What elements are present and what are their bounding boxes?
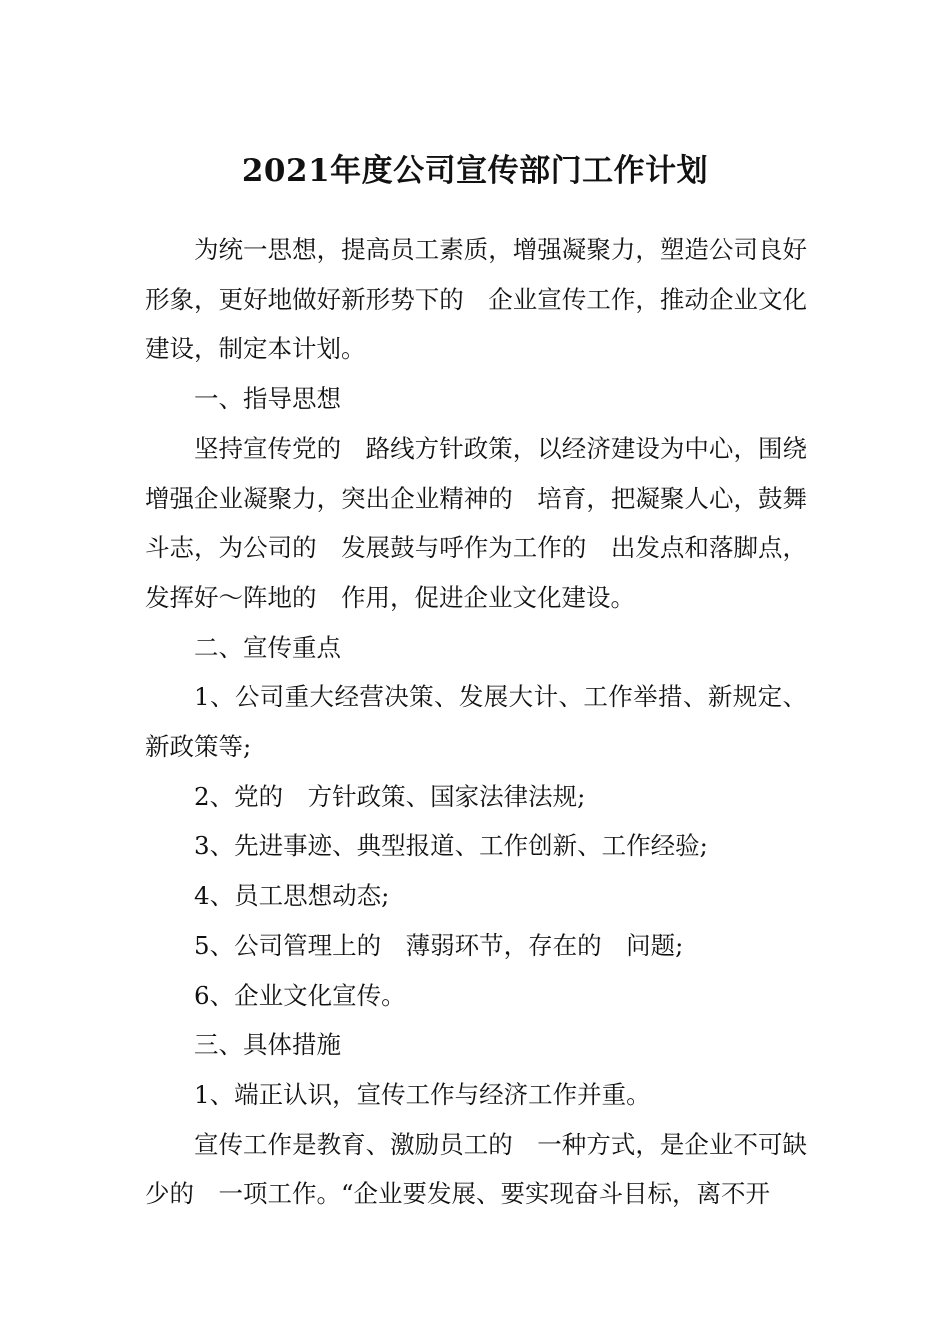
measure-item: 1、端正认识，宣传工作与经济工作并重。 <box>194 1079 651 1109</box>
section-heading-guiding-ideology: 一、指导思想 <box>194 384 341 414</box>
guiding-ideology-paragraph: 坚持宣传党的 路线方针政策，以经济建设为中心，围绕增强企业凝聚力，突出企业精神的 培育，把凝聚人心，鼓舞斗志，为公司的 发展鼓与呼作为工作的 出发点和落脚点，发挥好～阵地的 作用，促进企业文化建设。 <box>145 433 807 612</box>
key-point-item: 3、先进事迹、典型报道、工作创新、工作经验; <box>194 831 708 861</box>
document-body <box>145 225 807 1219</box>
section-heading-key-points: 二、宣传重点 <box>194 632 341 662</box>
key-point-item: 4、员工思想动态; <box>194 881 390 911</box>
section-heading-measures: 三、具体措施 <box>194 1030 341 1060</box>
page-title: 2021年度公司宣传部门工作计划 <box>241 152 709 189</box>
key-point-item: 5、公司管理上的 薄弱环节，存在的 问题; <box>194 930 684 960</box>
intro-paragraph: 为统一思想，提高员工素质，增强凝聚力，塑造公司良好形象，更好地做好新形势下的 企业宣传工作，推动企业文化建设，制定本计划。 <box>145 235 807 364</box>
key-point-item: 6、企业文化宣传。 <box>194 980 406 1010</box>
key-point-item: 2、党的 方针政策、国家法律法规; <box>194 781 586 811</box>
measure-paragraph: 宣传工作是教育、激励员工的 一种方式，是企业不可缺少的 一项工作。“企业要发展、要实现奋斗目标，离不开 <box>145 1129 807 1209</box>
key-point-item: 1、公司重大经营决策、发展大计、工作举措、新规定、新政策等; <box>145 682 807 762</box>
